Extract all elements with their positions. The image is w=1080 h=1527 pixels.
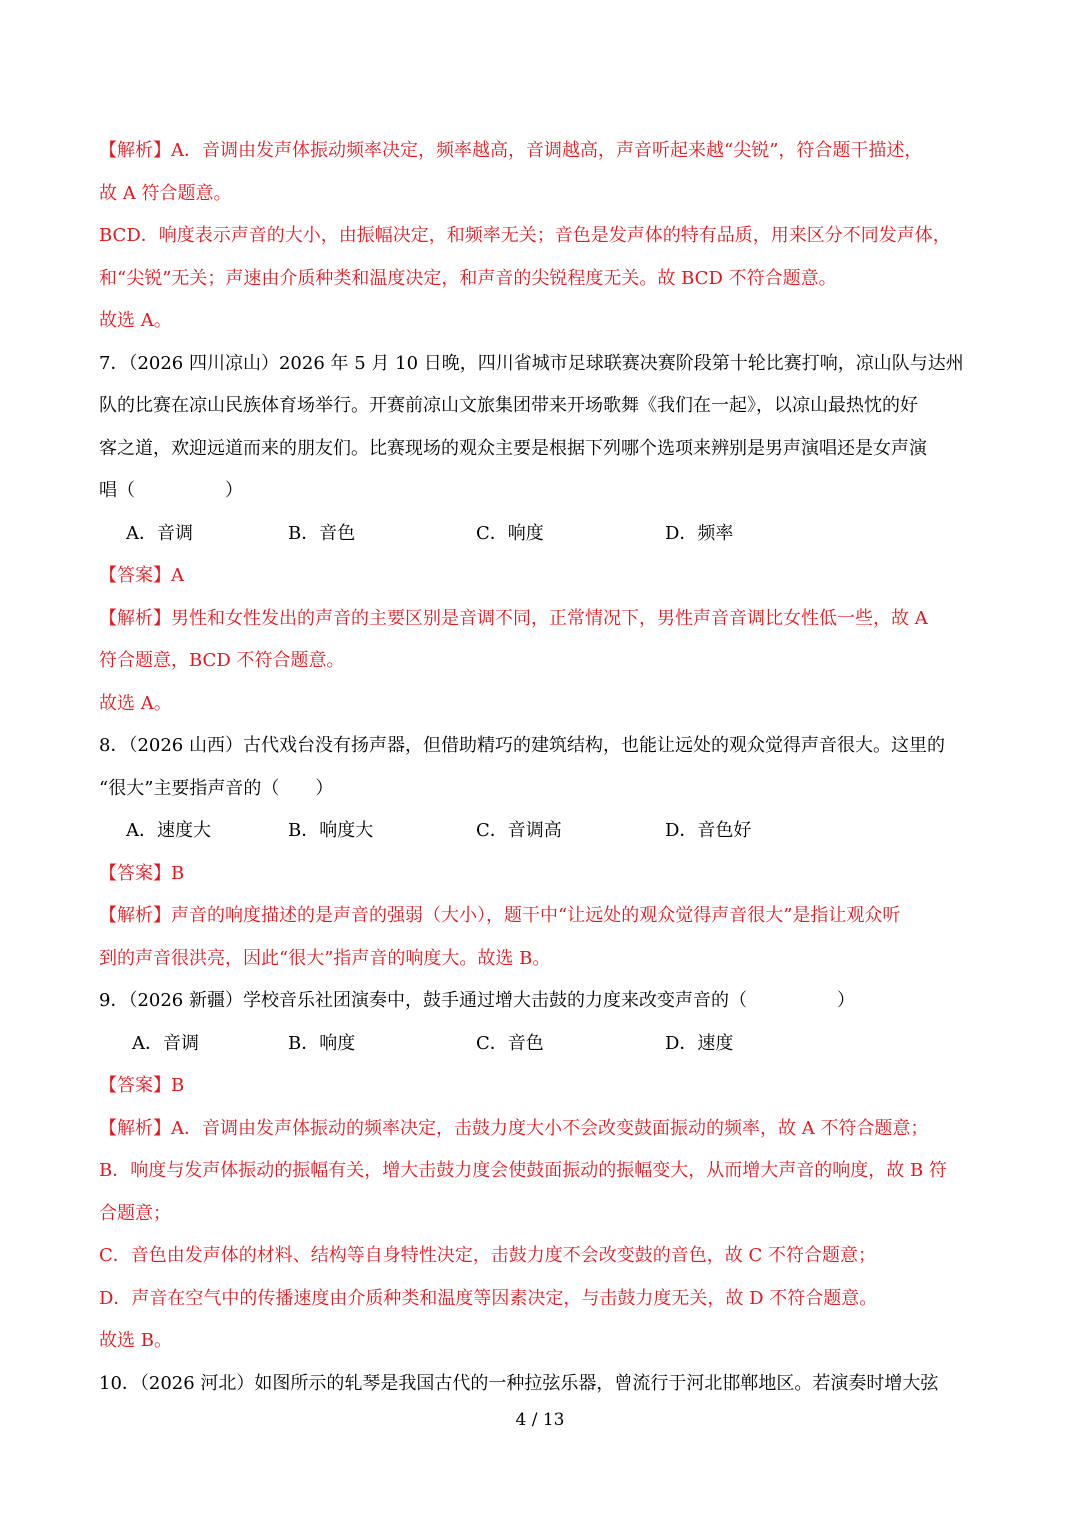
answer-line xyxy=(99,1065,984,1108)
question-7-line: 队的比赛在凉山民族体育场举行。开赛前凉山文旅集团带来开场歌舞《我们在一起》，以凉山最热忱的好 xyxy=(99,395,918,416)
option-a: A．音调 xyxy=(126,522,193,544)
option-d: D．音色好 xyxy=(665,820,752,841)
analysis-line xyxy=(99,130,984,173)
answer-tag: 【答案】 xyxy=(99,862,171,884)
answer-value: B xyxy=(171,1075,185,1096)
page-content xyxy=(99,130,984,1405)
analysis-line xyxy=(99,215,984,258)
question-7-options xyxy=(99,513,984,556)
conclusion-line xyxy=(99,300,984,343)
analysis-text: BCD．响度表示声音的大小，由振幅决定，和频率无关；音色是发声体的特有品质，用来区分不同发声体， xyxy=(99,225,951,246)
analysis-text: 男性和女性发出的声音的主要区别是音调不同，正常情况下，男性声音音调比女性低一些，故 A xyxy=(171,607,928,629)
analysis-text: D．声音在空气中的传播速度由介质种类和温度等因素决定，与击鼓力度无关，故 D 不符合题意。 xyxy=(99,1287,878,1309)
analysis-text: B．响度与发声体振动的振幅有关，增大击鼓力度会使鼓面振动的振幅变大，从而增大声音的响度，故 B 符 xyxy=(99,1160,947,1181)
analysis-line xyxy=(99,1278,984,1321)
question-8-options xyxy=(99,810,984,853)
analysis-text: 故 A 符合题意。 xyxy=(99,182,232,204)
conclusion-text: 故选 A。 xyxy=(99,310,172,331)
option-d: D．速度 xyxy=(665,1032,734,1054)
analysis-text: 符合题意，BCD 不符合题意。 xyxy=(99,650,345,671)
option-b: B．响度大 xyxy=(288,820,374,841)
analysis-text: A．音调由发声体振动的频率决定，击鼓力度大小不会改变鼓面振动的频率，故 A 不符合题意； xyxy=(171,1117,929,1139)
answer-line xyxy=(99,853,984,896)
answer-value: A xyxy=(171,565,184,586)
analysis-tag: 【解析】 xyxy=(99,1117,171,1139)
option-a: A．音调 xyxy=(132,1032,199,1054)
analysis-tag: 【解析】 xyxy=(99,140,171,161)
answer-tag: 【答案】 xyxy=(99,1075,171,1096)
analysis-text: A．音调由发声体振动频率决定，频率越高，音调越高，声音听起来越“尖锐”，符合题干描述， xyxy=(171,140,923,161)
analysis-line xyxy=(99,1235,984,1278)
option-c: C．响度 xyxy=(476,522,544,544)
analysis-line xyxy=(99,258,984,301)
question-7-line: 7．（2026 四川凉山）2026 年 5 月 10 日晚，四川省城市足球联赛决赛阶段第十轮比赛打响，凉山队与达州 xyxy=(99,352,964,374)
conclusion-line xyxy=(99,1320,984,1363)
analysis-text: 和“尖锐”无关；声速由介质种类和温度决定，和声音的尖锐程度无关。故 BCD 不符合题意。 xyxy=(99,267,837,289)
question-9-options xyxy=(99,1023,984,1066)
answer-line xyxy=(99,555,984,598)
analysis-line xyxy=(99,1193,984,1236)
analysis-line xyxy=(99,640,984,683)
question-7-line: 客之道，欢迎远道而来的朋友们。比赛现场的观众主要是根据下列哪个选项来辨别是男声演唱还是女声演 xyxy=(99,437,927,459)
question-8-line: “很大”主要指声音的（ ） xyxy=(99,777,334,799)
analysis-line xyxy=(99,895,984,938)
option-b: B．音色 xyxy=(288,522,356,544)
analysis-text: 合题意； xyxy=(99,1202,171,1224)
page-number: 4 / 13 xyxy=(515,1410,565,1430)
option-a: A．速度大 xyxy=(126,820,211,841)
analysis-text: 声音的响度描述的是声音的强弱（大小），题干中“让远处的观众觉得声音很大”是指让观众听 xyxy=(171,905,901,926)
question-10-line: 10．（2026 河北）如图所示的轧琴是我国古代的一种拉弦乐器，曾流行于河北邯郸地区。若演奏时增大弦 xyxy=(99,1372,939,1394)
answer-tag: 【答案】 xyxy=(99,565,171,586)
conclusion-text: 故选 A。 xyxy=(99,692,172,714)
conclusion-line xyxy=(99,683,984,726)
option-b: B．响度 xyxy=(288,1032,356,1054)
option-c: C．音调高 xyxy=(476,820,562,841)
analysis-line xyxy=(99,938,984,981)
analysis-line xyxy=(99,1150,984,1193)
answer-value: B xyxy=(171,862,185,884)
option-d: D．频率 xyxy=(665,522,734,544)
option-c: C．音色 xyxy=(476,1032,544,1054)
analysis-line xyxy=(99,1108,984,1151)
analysis-line xyxy=(99,173,984,216)
analysis-tag: 【解析】 xyxy=(99,607,171,629)
question-9-line: 9．（2026 新疆）学校音乐社团演奏中，鼓手通过增大击鼓的力度来改变声音的（ ） xyxy=(99,990,855,1011)
analysis-line xyxy=(99,598,984,641)
analysis-text: 到的声音很洪亮，因此“很大”指声音的响度大。故选 B。 xyxy=(99,947,551,969)
conclusion-text: 故选 B。 xyxy=(99,1330,172,1351)
question-8-line: 8．（2026 山西）古代戏台没有扬声器，但借助精巧的建筑结构，也能让远处的观众觉得声音很大。这里的 xyxy=(99,735,945,756)
question-7-line: 唱（ ） xyxy=(99,480,243,501)
analysis-text: C．音色由发声体的材料、结构等自身特性决定，击鼓力度不会改变鼓的音色，故 C 不符合题意； xyxy=(99,1245,876,1266)
analysis-tag: 【解析】 xyxy=(99,905,171,926)
